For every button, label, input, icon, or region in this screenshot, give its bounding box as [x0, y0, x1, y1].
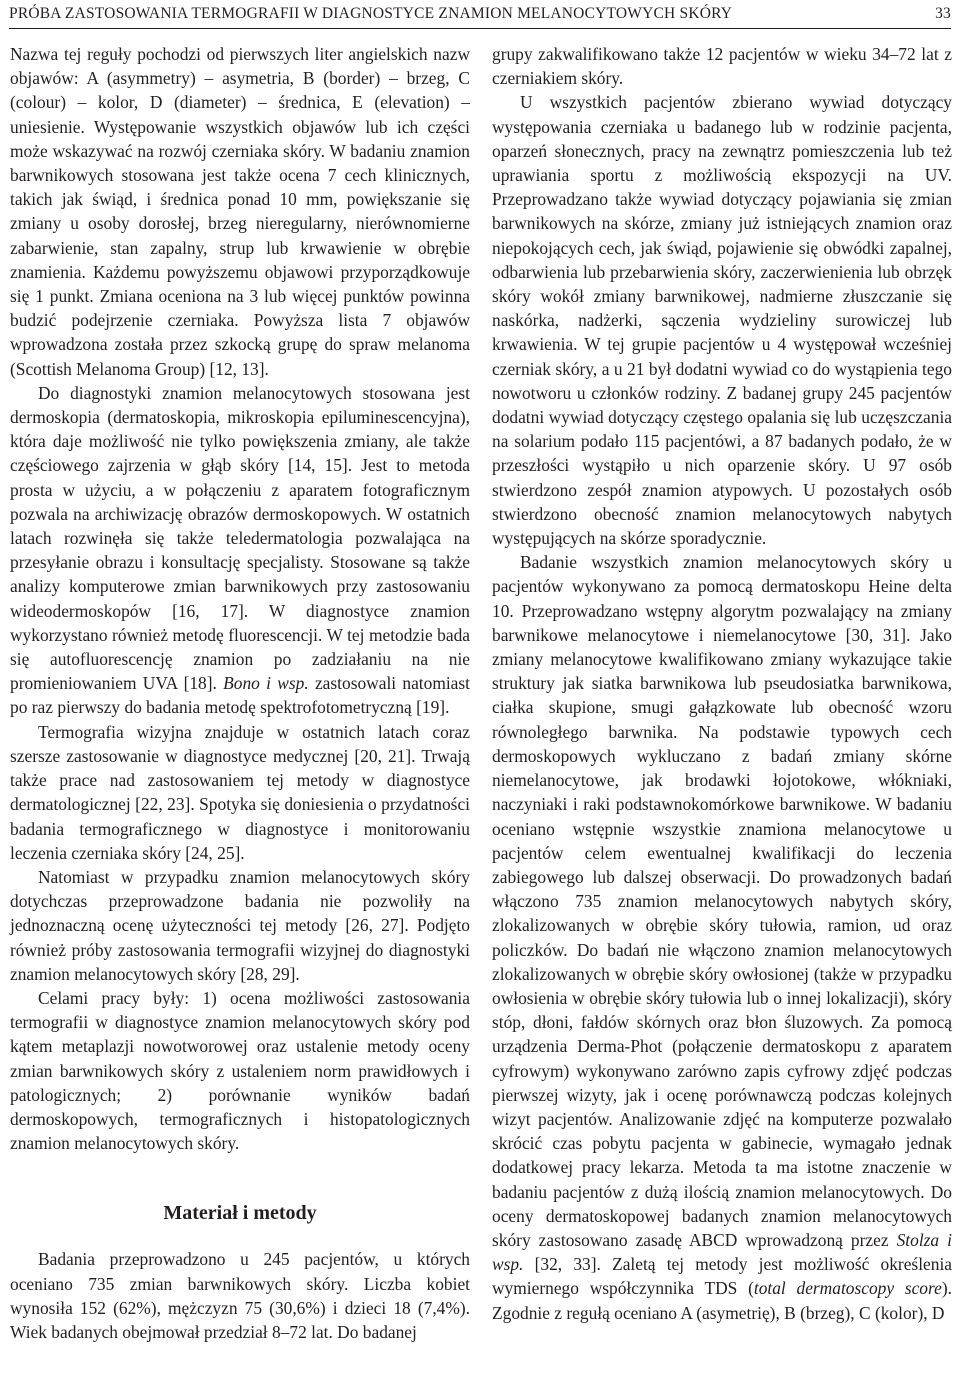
paragraph-text: Do diagnostyki znamion melanocytowych stosowana jest dermoskopia (dermatoskopia, mikroskopia epiluminescencyjna), która daje możliwość nie tylko powiększenia zmiany, ale także częściowego zajrzenia w głąb skóry [14, 15]. Jest to metoda prosta w użyciu, a w połączeniu z aparatem fotograficznym pozwala na archiwizację obrazów dermoskopowych. W ostatnich latach rozwinęła się także teledermatologia pozwalająca na przesyłanie obrazu i konsultację specjalisty. Stosowane są także analizy komputerowe zmian barwnikowych przy zastosowaniu wideodermoskopów [16, 17]. W diagnostyce znamion wykorzystano również metodę fluorescencji. W tej metodzie bada się autofluorescencję znamion po zadziałaniu na nie promieniowaniem UVA [18]. [10, 382, 470, 694]
italic-citation: Bono i wsp. [223, 673, 309, 694]
paragraph-aims: Celami pracy były: 1) ocena możliwości zastosowania termografii w diagnostyce znamion melanocytowych skóry pod kątem metaplazji nowotworowej oraz ustalenie metody oceny zmian barwnikowych skóry z ustaleniem norm prawidłowych i patologicznych; 2) porównanie wyników badań dermoskopowych, termograficznych i histopatologicznych znamion melanocytowych skóry. [10, 987, 470, 1154]
paragraph-thermography: Termografia wizyjna znajduje w ostatnich latach coraz szersze zastosowanie w diagnostyce medycznej [20, 21]. Trwają także prace nad zastosowaniem tej metody w diagnostyce dermatologicznej [22, 23]. Spotyka się doniesienia o przydatności badania termograficznego w diagnostyce i monitorowaniu leczenia czerniaka skóry [24, 25]. [10, 721, 470, 863]
paragraph-materials: Badania przeprowadzono u 245 pacjentów, u których oceniano 735 zmian barwnikowych skóry. Liczba kobiet wynosiła 152 (62%), mężczyzn 75 (30,6%) i dzieci 18 (7,4%). Wiek badanych obejmował przedział 8–72 lat. Do badanej [10, 1249, 470, 1342]
section-heading: Materiał i metody [163, 1202, 317, 1225]
italic-term: total dermatoscopy score [753, 1278, 942, 1299]
paragraph-continuation: grupy zakwalifikowano także 12 pacjentów w wieku 34–72 lat z czerniakiem skóry. [492, 44, 952, 89]
paragraph-text: Badanie wszystkich znamion melanocytowych skóry u pacjentów wykonywano za pomocą dermatoskopu Heine delta 10. Przeprowadzano wstępny algorytm pozwalający na zmiany barwnikowe melanocytowe i niemelanocytowe [30, 31]. Jako zmiany melanocytowe kwalifikowano zmiany wykazujące takie struktury jak siatka barwnikowa lub pseudosiatka barwnikowa, ciałka skupione, smugi gałązkowate lub obecność wzoru równoległego barwnika. Na podstawie typowych cech dermoskopowych wykluczano z badań zmiany skórne niemelanocytowe, jak brodawki łojotokowe, włókniaki, naczyniaki i raki podstawnokomórkowe barwnikowe. W badaniu oceniano wstępnie wszystkie znamiona melanocytowe u pacjentów celem ewentualnej kwalifikacji do leczenia zabiegowego lub dalszej obserwacji. Do prowadzonych badań włączono 735 znamion melanocytowych nabytych skóry, zlokalizowanych w obrębie skóry tułowia, ramion, ud oraz policzków. Do badań nie włączono znamion melanocytowych zlokalizowanych w obrębie skóry owłosionej (także w przypadku owłosienia w obrębie skóry tułowia lub o innej lokalizacji), skóry stóp, dłoni, fałdów skórnych oraz błon śluzowych. Za pomocą urządzenia Derma-Phot (połączenie dermatoskopu z aparatem cyfrowym) wykonywano zarówno zapis cyfrowy zdjęć podczas pierwszej wizyty, jak i ocenę porównawczą podczas kolejnych wizyt pacjentów. Analizowanie zdjęć na komputerze pozwalało skrócić czas pobytu pacjenta w gabinecie, wymagało jednak dodatkowej pracy lekarza. Metoda ta ma istotne znaczenie w badaniu pacjentów z dużą ilością znamion melanocytowych. Do oceny dermatoskopowej badanych znamion melanocytowych skóry zastosowano zasadę ABCD wprowadzoną przez [492, 552, 952, 1250]
paragraph-text: ). Zgodnie z regułą oceniano A (asymetrię), B (brzeg), C (kolor), D [492, 1278, 952, 1323]
paragraph-interview: U wszystkich pacjentów zbierano wywiad dotyczący występowania czerniaka u badanego lub w rodzinie pacjenta, oparzeń słonecznych, pracy na zewnątrz pomieszczenia lub też uprawiania sportu z możliwością ekspozycji na UV. Przeprowadzano także wywiad dotyczący pojawiania się zmian barwnikowych na skórze, zmiany już istniejących znamion oraz niepokojących cech, jak świąd, pojawienie się obwódki zapalnej, odbarwienia lub przebarwienia skóry, zaczerwienienia lub obrzęk skóry wokół zmiany barwnikowej, nadmierne złuszczanie się naskórka, nadżerki, sączenia wydzieliny surowiczej lub krwawienia. W tej grupie pacjentów u 4 występował wcześniej czerniak skóry, a u 21 był dodatni wywiad co do wystąpienia tego nowotworu u członków rodziny. Z badanej grupy 245 pacjentów dodatni wywiad dotyczący częstego opalania się lub uczęszczania na solarium podało 115 pacjentówi, a 87 badanych podało, że w przeszłości wystąpiło u nich oparzenie skóry. U 97 osób stwierdzono zespół znamion atypowych. U pozostałych osób stwierdzono obecność znamion melanocytowych nabytych występujących na skórze sporadycznie. [492, 92, 952, 549]
italic-citation: Stolza i wsp. [492, 1229, 952, 1275]
left-column [10, 42, 470, 1344]
page-number: 33 [935, 5, 951, 22]
paragraph-text: [32, 33]. Zaletą tej metody jest możliwość określenia wymiernego współczynnika TDS ( [492, 1254, 952, 1299]
paragraph-dermoscopy [10, 381, 470, 720]
paragraph-text: zastosowali natomiast po raz pierwszy do badania metodę spektrofotometryczną [19]. [10, 673, 470, 718]
paragraph-abcd-rule: Nazwa tej reguły pochodzi od pierwszych liter angielskich nazw objawów: A (asymmetry) – asymetria, B (border) – brzeg, C (colour) – kolor, D (diameter) – średnica, E (elevation) – uniesienie. Występowanie wszystkich objawów lub ich części może wskazywać na rozwój czerniaka skóry. W badaniu znamion barwnikowych stosowana jest także ocena 7 cech klinicznych, takich jak świąd, i średnica ponad 10 mm, powiększanie się zmiany u osoby dorosłej, brzeg nieregularny, nierównomierne zabarwienie, stan zapalny, strup lub krwawienie w obrębie znamienia. Każdemu powyższemu objawowi przyporządkowuje się 1 punkt. Zmiana oceniona na 3 lub więcej punktów powinna budzić podejrzenie czerniaka. Powyższa lista 7 objawów wprowadzona została przez szkocką grupę do spraw melanoma (Scottish Melanoma Group) [12, 13]. [10, 44, 470, 379]
running-header [9, 4, 951, 29]
running-title: PRÓBA ZASTOSOWANIA TERMOGRAFII W DIAGNOSTYCE ZNAMION MELANOCYTOWYCH SKÓRY [9, 5, 733, 22]
right-column [492, 42, 952, 1325]
paragraph-prior-studies: Natomiast w przypadku znamion melanocytowych skóry dotychczas przeprowadzone badania nie pozwoliły na jednoznaczną ocenę użyteczności tej metody [26, 27]. Podjęto również próby zastosowania termografii wizyjnej do diagnostyki znamion melanocytowych skóry [28, 29]. [10, 866, 470, 984]
paragraph-dermatoscope [492, 550, 952, 1325]
